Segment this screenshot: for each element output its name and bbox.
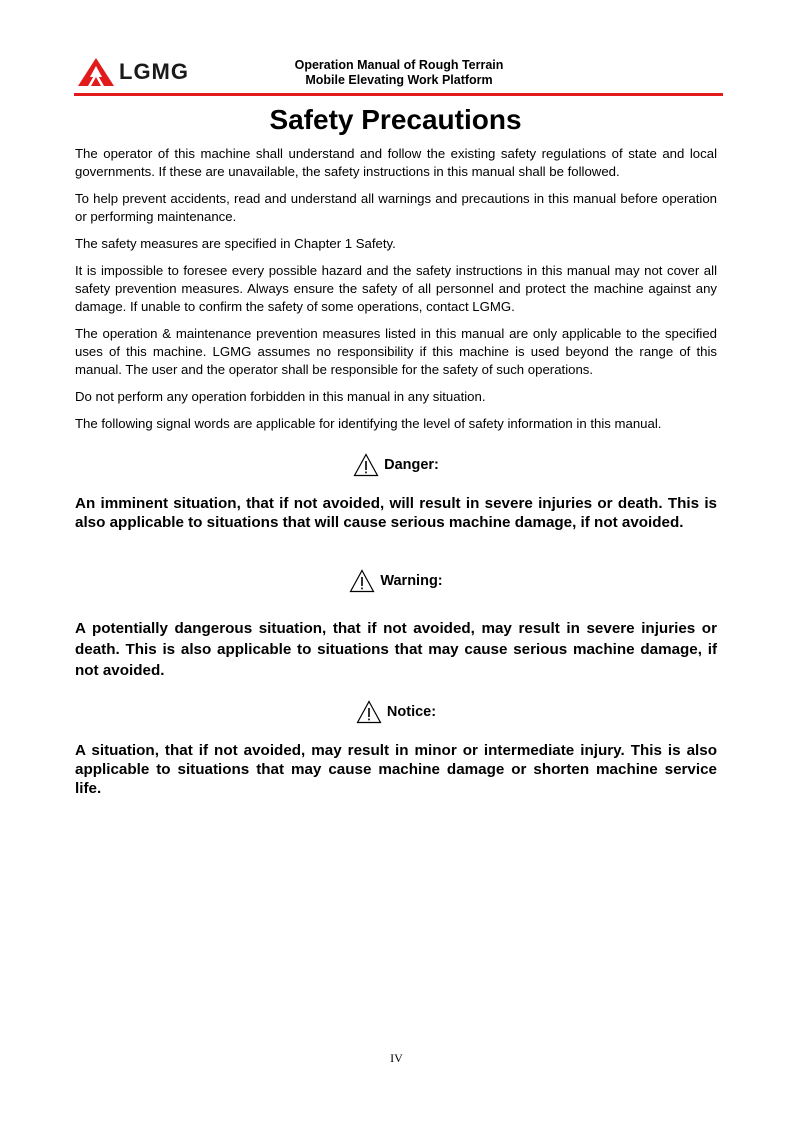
warning-text: A potentially dangerous situation, that if not avoided, may result in severe injuries or death. This is also applicable to situations that may cause serious machine damage, if not avoided. xyxy=(75,620,717,679)
page-header xyxy=(74,52,724,96)
warning-triangle-icon xyxy=(356,700,382,724)
logo-text: LGMG xyxy=(119,59,189,84)
paragraph: The safety measures are specified in Chapter 1 Safety. xyxy=(75,236,396,251)
page-title: Safety Precautions xyxy=(269,104,522,135)
manual-title xyxy=(264,58,534,88)
warning-heading xyxy=(75,566,717,596)
paragraph: The following signal words are applicable for identifying the level of safety information in this manual. xyxy=(75,416,662,431)
notice-heading xyxy=(75,697,717,727)
paragraph: The operation & maintenance prevention measures listed in this manual are only applicable to the specified uses of this machine. LGMG assumes no responsibility if this machine is used beyond the range of this manual. The user and the operator shall be responsible for the safety of such operations. xyxy=(75,326,717,377)
manual-title-line-2: Mobile Elevating Work Platform xyxy=(305,73,493,87)
header-divider xyxy=(74,93,723,96)
danger-heading xyxy=(75,450,717,480)
danger-text: An imminent situation, that if not avoided, will result in severe injuries or death. This is also applicable to situations that will cause serious machine damage, if not avoided. xyxy=(75,495,717,531)
intro-section xyxy=(75,145,717,442)
lgmg-logo-icon xyxy=(77,57,115,87)
paragraph: It is impossible to foresee every possible hazard and the safety instructions in this manual may not cover all safety prevention measures. Always ensure the safety of all personnel and protect the machine against any damage. If unable to confirm the safety of some operations, contact LGMG. xyxy=(75,263,717,314)
notice-text: A situation, that if not avoided, may result in minor or intermediate injury. This is also applicable to situations that may cause machine damage or shorten machine service life. xyxy=(75,742,717,797)
danger-label: Danger: xyxy=(384,457,439,473)
paragraph: Do not perform any operation forbidden in this manual in any situation. xyxy=(75,389,486,404)
warning-triangle-icon xyxy=(349,569,375,593)
page-number: IV xyxy=(390,1051,403,1065)
manual-title-line-1: Operation Manual of Rough Terrain xyxy=(294,58,504,72)
warning-label: Warning: xyxy=(380,573,443,589)
notice-label: Notice: xyxy=(386,704,437,720)
lgmg-logo xyxy=(77,56,189,88)
paragraph: The operator of this machine shall understand and follow the existing safety regulations of state and local governments. If these are unavailable, the safety instructions in this manual shall be followed. xyxy=(75,146,717,179)
warning-triangle-icon xyxy=(353,453,379,477)
paragraph: To help prevent accidents, read and understand all warnings and precautions in this manual before operation or performing maintenance. xyxy=(75,191,717,224)
